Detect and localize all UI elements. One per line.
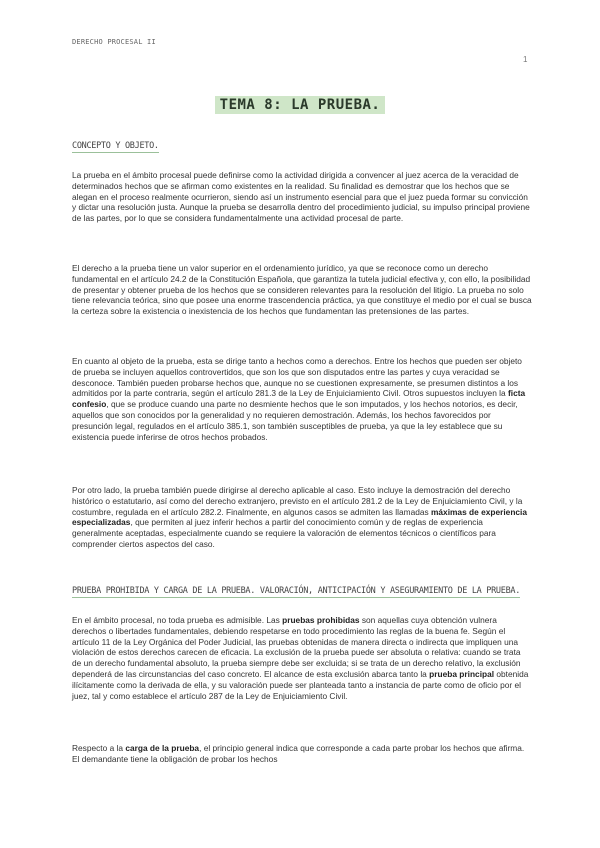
text-run: Respecto a la bbox=[72, 743, 126, 753]
bold-term: pruebas prohibidas bbox=[282, 615, 360, 625]
section-heading-prueba-prohibida: PRUEBA PROHIBIDA Y CARGA DE LA PRUEBA. VALORACIÓN, ANTICIPACIÓN Y ASEGURAMIENTO DE LA PRUEBA. bbox=[72, 586, 521, 596]
page-mark: 1 bbox=[523, 55, 528, 64]
text-run: son aquellas cuya obtención vulnera derechos o libertades fundamentales, debiendo respetarse en todo procedimiento las reglas de la buena fe. Según el artículo 11 de la Ley Orgánica del Poder Judicial, las pruebas obtenidas de manera directa o indirecta que impliquen una violación de estos derechos carecen de eficacia. La exclusión de la prueba puede ser absoluta o relativa: cuando se trata de un derecho fundamental absoluto, la prueba siempre debe ser excluida; si se trata de un derecho relativo, la exclusión dependerá de las circunstancias del caso concreto. El alcance de esta exclusión abarca tanto la bbox=[72, 615, 521, 679]
paragraph: La prueba en el ámbito procesal puede definirse como la actividad dirigida a convencer al juez acerca de la veracidad de determinados hechos que se afirman como existentes en la realidad. Su finalidad es demostrar que los hechos que se alegan en el proceso realmente ocurrieron, siendo así un instrumento esencial para que el juez pueda formar su convicción y dictar una resolución justa. Aunque la prueba se desarrolla dentro del procedimiento judicial, su impulso principal proviene de las partes, por lo que se considera fundamentalmente una actividad procesal de parte. bbox=[72, 170, 530, 224]
text-run: En cuanto al objeto de la prueba, esta se dirige tanto a hechos como a derechos. Entre los hechos que pueden ser objeto de prueba se incluyen aquellos controvertidos, que son los que son disputados entre las partes y cuya veracidad se desconoce. También pueden probarse hechos que, aunque no se cuestionen expresamente, se presumen distintos a los admitidos por la parte contraria, según el artículo 281.3 de la Ley de Enjuiciamiento Civil. Otros supuestos incluyen la bbox=[72, 356, 522, 399]
paragraph bbox=[72, 485, 532, 550]
text-run: obtenida ilícitamente como la derivada de ella, y su valoración puede ser planteada tanto a instancia de parte como de oficio por el juez, tal y como establece el artículo 287 de la Ley de Enjuiciamiento Civil. bbox=[72, 668, 529, 701]
text-run: , que permiten al juez inferir hechos a partir del conocimiento común y de reglas de experiencia generalmente aceptadas, especialmente cuando se requiere la valoración de elementos técnicos o científicos para comprender ciertos aspectos del caso. bbox=[72, 517, 496, 549]
text-run: , el principio general indica que corresponde a cada parte probar los hechos que afirma. El demandante tiene la obligación de probar los hechos bbox=[72, 743, 525, 764]
bold-term: prueba principal bbox=[429, 668, 495, 679]
page-title: TEMA 8: LA PRUEBA. bbox=[215, 96, 386, 114]
paragraph bbox=[72, 356, 532, 442]
bold-term: ficta confesio bbox=[72, 388, 526, 410]
bold-term: máximas de experiencia especializadas bbox=[72, 506, 528, 528]
section-heading-concepto: CONCEPTO Y OBJETO. bbox=[72, 141, 159, 151]
paragraph bbox=[72, 743, 532, 765]
text-run: , que se produce cuando una parte no desmiente hechos que le son imputados, y los hechos notorios, es decir, aquellos que son conocidos por la generalidad y no requieren demostración. Además, los hechos favorecidos por presunción legal, regulados en el artículo 385.1, son también susceptibles de prueba, ya que la ley establece que su existencia puede inferirse de otros hechos probados. bbox=[72, 399, 518, 442]
paragraph bbox=[72, 615, 532, 701]
course-header: DERECHO PROCESAL II bbox=[72, 38, 156, 46]
paragraph: El derecho a la prueba tiene un valor superior en el ordenamiento jurídico, ya que se reconoce como un derecho fundamental en el artículo 24.2 de la Constitución Española, que garantiza la tutela judicial efectiva y, con ello, la posibilidad de presentar y obtener prueba de los hechos que se consideren relevantes para la resolución del litigio. La prueba no solo tiene relevancia teórica, sino que posee una enorme trascendencia práctica, ya que constituye el medio por el cual se busca la certeza sobre la existencia o inexistencia de los hechos que fundamentan las pretensiones de las partes. bbox=[72, 263, 532, 317]
text-run: En el ámbito procesal, no toda prueba es admisible. Las bbox=[72, 615, 283, 625]
text-run: Por otro lado, la prueba también puede dirigirse al derecho aplicable al caso. Esto incluye la demostración del derecho histórico o estatutario, así como del derecho extranjero, previsto en el artículo 281.2 de la Ley de Enjuiciamiento Civil, y la costumbre, regulada en el artículo 282.2. Finalmente, en algunos casos se admiten las llamadas bbox=[72, 485, 523, 517]
bold-term: carga de la prueba bbox=[125, 743, 200, 753]
